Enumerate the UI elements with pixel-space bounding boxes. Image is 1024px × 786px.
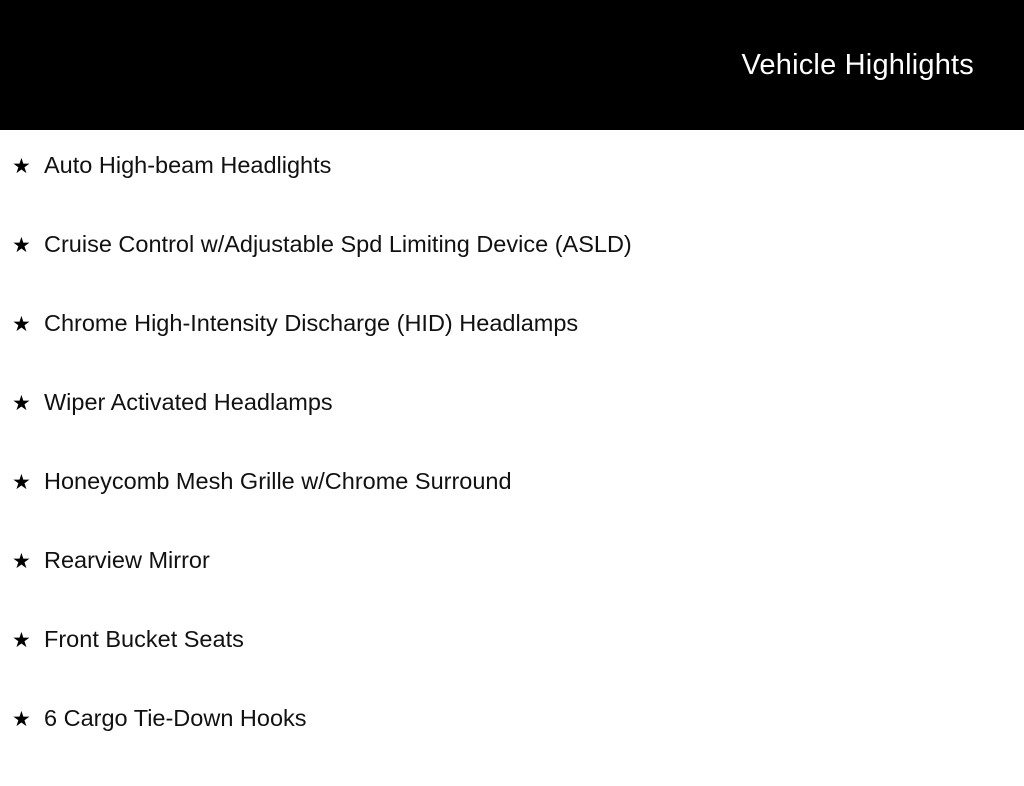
star-icon: ★	[12, 708, 31, 731]
star-icon: ★	[12, 629, 31, 652]
vehicle-highlights-list	[0, 130, 1024, 786]
list-item	[0, 628, 1024, 707]
star-icon: ★	[12, 471, 31, 494]
list-item	[0, 549, 1024, 628]
list-item-label: 6 Cargo Tie-Down Hooks	[44, 705, 307, 731]
list-item	[0, 470, 1024, 549]
header-bar	[0, 0, 1024, 130]
list-item-label: Chrome High-Intensity Discharge (HID) Headlamps	[44, 310, 579, 336]
star-icon: ★	[12, 313, 31, 336]
star-icon: ★	[12, 392, 31, 415]
star-icon: ★	[12, 550, 31, 573]
list-item-label: Cruise Control w/Adjustable Spd Limiting Device (ASLD)	[44, 231, 632, 257]
list-item-label: Rearview Mirror	[44, 547, 210, 573]
list-item	[0, 154, 1024, 233]
star-icon: ★	[12, 234, 31, 257]
list-item-label: Honeycomb Mesh Grille w/Chrome Surround	[44, 468, 512, 494]
star-icon: ★	[12, 155, 31, 178]
list-item	[0, 391, 1024, 470]
list-item	[0, 707, 1024, 786]
list-item-label: Auto High-beam Headlights	[44, 152, 332, 178]
page-title: Vehicle Highlights	[741, 48, 974, 81]
list-item	[0, 312, 1024, 391]
list-item	[0, 233, 1024, 312]
list-item-label: Front Bucket Seats	[44, 626, 244, 652]
list-item-label: Wiper Activated Headlamps	[44, 389, 333, 415]
